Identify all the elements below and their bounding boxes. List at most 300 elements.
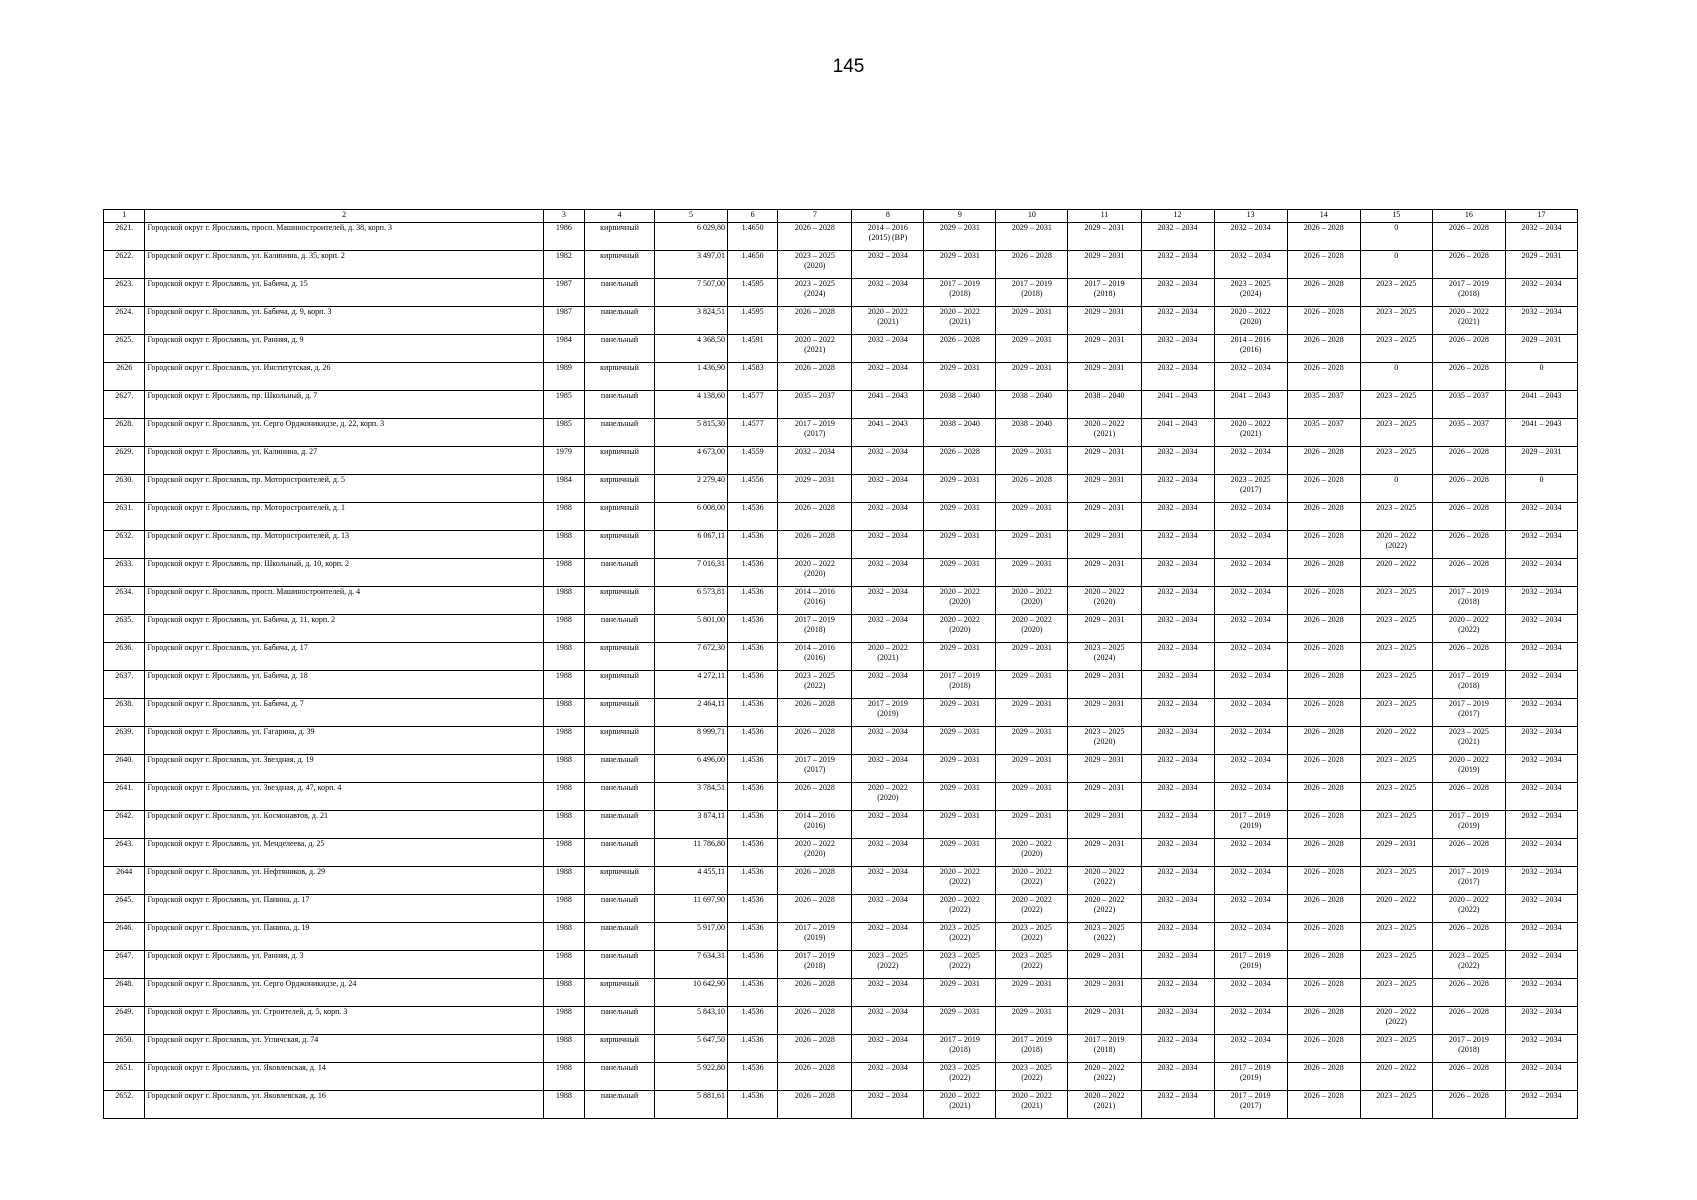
work-period-cell: 2023 – 2025 (2022) — [852, 951, 924, 979]
address-cell: Городской округ г. Ярославль, ул. Бабича, д. 17 — [145, 643, 543, 671]
area-cell: 3 784,51 — [654, 783, 727, 811]
work-period-cell: 2023 – 2025 — [1360, 615, 1432, 643]
work-period-cell: 2038 – 2040 — [924, 419, 996, 447]
table-row — [104, 839, 1578, 867]
work-period-cell: 2032 – 2034 — [852, 531, 924, 559]
work-period-cell: 2020 – 2022 — [1360, 895, 1432, 923]
work-period-cell: 2032 – 2034 — [852, 923, 924, 951]
work-period-cell: 2029 – 2031 — [996, 363, 1068, 391]
work-period-cell: 2032 – 2034 — [852, 447, 924, 475]
work-period-cell: 2026 – 2028 — [1432, 1007, 1505, 1035]
work-period-cell: 2026 – 2028 — [1287, 671, 1360, 699]
year-built-cell: 1989 — [543, 363, 584, 391]
coefficient-cell: 1.4536 — [728, 839, 778, 867]
table-body — [104, 223, 1578, 1119]
area-cell: 7 016,31 — [654, 559, 727, 587]
work-period-cell: 2032 – 2034 — [1141, 1091, 1214, 1119]
work-period-cell: 2032 – 2034 — [852, 811, 924, 839]
work-period-cell: 2032 – 2034 — [1505, 727, 1577, 755]
work-period-cell: 2041 – 2043 — [1141, 391, 1214, 419]
wall-material-cell: кирпичный — [585, 475, 655, 503]
work-period-cell: 2032 – 2034 — [1141, 475, 1214, 503]
work-period-cell: 2032 – 2034 — [1505, 895, 1577, 923]
work-period-cell: 2014 – 2016 (2015) (ВР) — [852, 223, 924, 251]
area-cell: 2 279,40 — [654, 475, 727, 503]
address-cell: Городской округ г. Ярославль, ул. Звездная, д. 47, корп. 4 — [145, 783, 543, 811]
work-period-cell: 2029 – 2031 — [1068, 755, 1141, 783]
year-built-cell: 1988 — [543, 951, 584, 979]
area-cell: 5 922,80 — [654, 1063, 727, 1091]
work-period-cell: 2017 – 2019 (2019) — [778, 923, 852, 951]
year-built-cell: 1988 — [543, 923, 584, 951]
coefficient-cell: 1.4577 — [728, 419, 778, 447]
work-period-cell: 2023 – 2025 (2024) — [1068, 643, 1141, 671]
work-period-cell: 2026 – 2028 — [1432, 979, 1505, 1007]
work-period-cell: 2029 – 2031 — [1068, 223, 1141, 251]
column-number-header: 13 — [1214, 210, 1287, 223]
area-cell: 1 436,90 — [654, 363, 727, 391]
work-period-cell: 2032 – 2034 — [1505, 307, 1577, 335]
work-period-cell: 2032 – 2034 — [1505, 615, 1577, 643]
coefficient-cell: 1.4536 — [728, 979, 778, 1007]
work-period-cell: 2020 – 2022 (2022) — [924, 867, 996, 895]
work-period-cell: 2020 – 2022 (2021) — [1068, 1091, 1141, 1119]
row-number-cell: 2622. — [104, 251, 145, 279]
work-period-cell: 2026 – 2028 — [778, 727, 852, 755]
table-row — [104, 643, 1578, 671]
work-period-cell: 2032 – 2034 — [1505, 587, 1577, 615]
table-row — [104, 335, 1578, 363]
work-period-cell: 2032 – 2034 — [1214, 979, 1287, 1007]
work-period-cell: 2026 – 2028 — [1287, 951, 1360, 979]
work-period-cell: 2032 – 2034 — [1505, 755, 1577, 783]
area-cell: 6 573,81 — [654, 587, 727, 615]
column-number-header: 12 — [1141, 210, 1214, 223]
coefficient-cell: 1.4595 — [728, 307, 778, 335]
work-period-cell: 2020 – 2022 (2022) — [924, 895, 996, 923]
work-period-cell: 2026 – 2028 — [1287, 755, 1360, 783]
work-period-cell: 2020 – 2022 (2020) — [996, 615, 1068, 643]
work-period-cell: 2029 – 2031 — [996, 783, 1068, 811]
address-cell: Городской округ г. Ярославль, ул. Яковлевская, д. 14 — [145, 1063, 543, 1091]
table-row — [104, 755, 1578, 783]
table-row — [104, 923, 1578, 951]
work-period-cell: 2032 – 2034 — [1505, 1007, 1577, 1035]
work-period-cell: 2029 – 2031 — [1505, 335, 1577, 363]
work-period-cell: 2032 – 2034 — [1214, 895, 1287, 923]
row-number-cell: 2630. — [104, 475, 145, 503]
area-cell: 4 272,11 — [654, 671, 727, 699]
table-row — [104, 587, 1578, 615]
area-cell: 8 999,71 — [654, 727, 727, 755]
row-number-cell: 2645. — [104, 895, 145, 923]
area-cell: 7 507,00 — [654, 279, 727, 307]
area-cell: 5 815,30 — [654, 419, 727, 447]
row-number-cell: 2648. — [104, 979, 145, 1007]
work-period-cell: 2020 – 2022 (2019) — [1432, 755, 1505, 783]
work-period-cell: 2032 – 2034 — [1214, 923, 1287, 951]
area-cell: 6 029,80 — [654, 223, 727, 251]
work-period-cell: 2020 – 2022 (2021) — [1214, 419, 1287, 447]
area-cell: 5 843,10 — [654, 1007, 727, 1035]
row-number-cell: 2632. — [104, 531, 145, 559]
row-number-cell: 2628. — [104, 419, 145, 447]
work-period-cell: 2029 – 2031 — [996, 811, 1068, 839]
work-period-cell: 2029 – 2031 — [996, 727, 1068, 755]
table-row — [104, 1063, 1578, 1091]
work-period-cell: 2026 – 2028 — [1432, 531, 1505, 559]
area-cell: 4 138,60 — [654, 391, 727, 419]
work-period-cell: 2023 – 2025 — [1360, 1091, 1432, 1119]
row-number-cell: 2640. — [104, 755, 145, 783]
coefficient-cell: 1.4583 — [728, 363, 778, 391]
work-period-cell: 2029 – 2031 — [1505, 447, 1577, 475]
work-period-cell: 2026 – 2028 — [778, 1007, 852, 1035]
work-period-cell: 2017 – 2019 (2018) — [778, 615, 852, 643]
table-row — [104, 1091, 1578, 1119]
work-period-cell: 2023 – 2025 (2022) — [778, 671, 852, 699]
coefficient-cell: 1.4536 — [728, 531, 778, 559]
work-period-cell: 2026 – 2028 — [1287, 335, 1360, 363]
work-period-cell: 2014 – 2016 (2016) — [778, 587, 852, 615]
work-period-cell: 2026 – 2028 — [1287, 699, 1360, 727]
work-period-cell: 2029 – 2031 — [924, 755, 996, 783]
year-built-cell: 1988 — [543, 615, 584, 643]
row-number-cell: 2636. — [104, 643, 145, 671]
page-number: 145 — [832, 56, 865, 77]
work-period-cell: 2020 – 2022 (2020) — [924, 587, 996, 615]
work-period-cell: 2041 – 2043 — [1141, 419, 1214, 447]
work-period-cell: 2026 – 2028 — [778, 363, 852, 391]
wall-material-cell: кирпичный — [585, 1035, 655, 1063]
work-period-cell: 2020 – 2022 — [1360, 559, 1432, 587]
table-row — [104, 867, 1578, 895]
year-built-cell: 1987 — [543, 307, 584, 335]
work-period-cell: 2023 – 2025 (2017) — [1214, 475, 1287, 503]
wall-material-cell: панельный — [585, 839, 655, 867]
year-built-cell: 1988 — [543, 1007, 584, 1035]
work-period-cell: 2029 – 2031 — [996, 979, 1068, 1007]
wall-material-cell: панельный — [585, 1063, 655, 1091]
coefficient-cell: 1.4577 — [728, 391, 778, 419]
work-period-cell: 2032 – 2034 — [1214, 671, 1287, 699]
work-period-cell: 2026 – 2028 — [1432, 335, 1505, 363]
work-period-cell: 2032 – 2034 — [852, 755, 924, 783]
work-period-cell: 2026 – 2028 — [1287, 279, 1360, 307]
area-cell: 5 917,00 — [654, 923, 727, 951]
work-period-cell: 2026 – 2028 — [1287, 727, 1360, 755]
work-period-cell: 2032 – 2034 — [1214, 867, 1287, 895]
wall-material-cell: панельный — [585, 1091, 655, 1119]
work-period-cell: 2023 – 2025 — [1360, 503, 1432, 531]
work-period-cell: 2023 – 2025 (2022) — [924, 923, 996, 951]
work-period-cell: 2026 – 2028 — [1287, 363, 1360, 391]
address-cell: Городской округ г. Ярославль, ул. Бабича, д. 9, корп. 3 — [145, 307, 543, 335]
address-cell: Городской округ г. Ярославль, ул. Серго Орджоникидзе, д. 22, корп. 3 — [145, 419, 543, 447]
work-period-cell: 2032 – 2034 — [1505, 699, 1577, 727]
work-period-cell: 2029 – 2031 — [924, 475, 996, 503]
table-row — [104, 531, 1578, 559]
row-number-cell: 2651. — [104, 1063, 145, 1091]
work-period-cell: 2032 – 2034 — [1214, 643, 1287, 671]
work-period-cell: 2032 – 2034 — [1505, 979, 1577, 1007]
work-period-cell: 2023 – 2025 — [1360, 951, 1432, 979]
row-number-cell: 2631. — [104, 503, 145, 531]
table-row — [104, 1007, 1578, 1035]
work-period-cell: 2029 – 2031 — [1068, 475, 1141, 503]
work-period-cell: 2032 – 2034 — [1141, 951, 1214, 979]
work-period-cell: 2032 – 2034 — [1505, 1063, 1577, 1091]
work-period-cell: 2020 – 2022 (2022) — [1068, 1063, 1141, 1091]
area-cell: 5 801,00 — [654, 615, 727, 643]
table-row — [104, 223, 1578, 251]
table-row — [104, 979, 1578, 1007]
work-period-cell: 2026 – 2028 — [778, 867, 852, 895]
work-period-cell: 2032 – 2034 — [1141, 727, 1214, 755]
work-period-cell: 2032 – 2034 — [1214, 755, 1287, 783]
work-period-cell: 2020 – 2022 (2020) — [852, 783, 924, 811]
work-period-cell: 2020 – 2022 (2020) — [778, 559, 852, 587]
work-period-cell: 2026 – 2028 — [1432, 923, 1505, 951]
wall-material-cell: панельный — [585, 419, 655, 447]
column-number-header: 3 — [543, 210, 584, 223]
work-period-cell: 2026 – 2028 — [778, 895, 852, 923]
work-period-cell: 2020 – 2022 — [1360, 727, 1432, 755]
work-period-cell: 2026 – 2028 — [1287, 1063, 1360, 1091]
work-period-cell: 2023 – 2025 — [1360, 699, 1432, 727]
coefficient-cell: 1.4536 — [728, 1091, 778, 1119]
wall-material-cell: панельный — [585, 951, 655, 979]
work-period-cell: 2038 – 2040 — [1068, 391, 1141, 419]
work-period-cell: 2029 – 2031 — [1068, 811, 1141, 839]
work-period-cell: 2029 – 2031 — [996, 531, 1068, 559]
work-period-cell: 2032 – 2034 — [852, 475, 924, 503]
address-cell: Городской округ г. Ярославль, ул. Панина, д. 19 — [145, 923, 543, 951]
table-row — [104, 475, 1578, 503]
work-period-cell: 2020 – 2022 (2021) — [924, 307, 996, 335]
work-period-cell: 2023 – 2025 (2022) — [924, 951, 996, 979]
area-cell: 11 697,90 — [654, 895, 727, 923]
work-period-cell: 2032 – 2034 — [1141, 223, 1214, 251]
work-period-cell: 2017 – 2019 (2019) — [1432, 811, 1505, 839]
column-number-header: 14 — [1287, 210, 1360, 223]
work-period-cell: 2023 – 2025 (2022) — [996, 1063, 1068, 1091]
work-period-cell: 2032 – 2034 — [1505, 839, 1577, 867]
area-cell: 6 008,00 — [654, 503, 727, 531]
row-number-cell: 2637. — [104, 671, 145, 699]
work-period-cell: 2029 – 2031 — [996, 671, 1068, 699]
work-period-cell: 2029 – 2031 — [1068, 615, 1141, 643]
wall-material-cell: кирпичный — [585, 979, 655, 1007]
wall-material-cell: кирпичный — [585, 363, 655, 391]
wall-material-cell: кирпичный — [585, 587, 655, 615]
work-period-cell: 2029 – 2031 — [1068, 839, 1141, 867]
work-period-cell: 2032 – 2034 — [852, 839, 924, 867]
address-cell: Городской округ г. Ярославль, ул. Бабича, д. 7 — [145, 699, 543, 727]
work-period-cell: 2029 – 2031 — [924, 811, 996, 839]
work-period-cell: 2032 – 2034 — [1214, 615, 1287, 643]
year-built-cell: 1979 — [543, 447, 584, 475]
work-period-cell: 2029 – 2031 — [996, 503, 1068, 531]
work-period-cell: 2017 – 2019 (2019) — [852, 699, 924, 727]
work-period-cell: 2026 – 2028 — [1287, 811, 1360, 839]
work-period-cell: 2026 – 2028 — [1287, 615, 1360, 643]
area-cell: 4 673,00 — [654, 447, 727, 475]
work-period-cell: 2029 – 2031 — [1068, 979, 1141, 1007]
work-period-cell: 0 — [1505, 363, 1577, 391]
work-period-cell: 2029 – 2031 — [924, 531, 996, 559]
work-period-cell: 2032 – 2034 — [1214, 783, 1287, 811]
work-period-cell: 2014 – 2016 (2016) — [1214, 335, 1287, 363]
work-period-cell: 2032 – 2034 — [852, 979, 924, 1007]
coefficient-cell: 1.4536 — [728, 615, 778, 643]
area-cell: 4 368,50 — [654, 335, 727, 363]
area-cell: 6 067,11 — [654, 531, 727, 559]
work-period-cell: 2020 – 2022 (2022) — [1068, 867, 1141, 895]
work-period-cell: 2023 – 2025 — [1360, 419, 1432, 447]
work-period-cell: 2026 – 2028 — [1432, 839, 1505, 867]
work-period-cell: 2020 – 2022 (2021) — [852, 643, 924, 671]
work-period-cell: 2032 – 2034 — [1141, 251, 1214, 279]
work-period-cell: 2038 – 2040 — [996, 391, 1068, 419]
work-period-cell: 2032 – 2034 — [1505, 1091, 1577, 1119]
work-period-cell: 2041 – 2043 — [1505, 391, 1577, 419]
address-cell: Городской округ г. Ярославль, ул. Звездная, д. 19 — [145, 755, 543, 783]
address-cell: Городской округ г. Ярославль, ул. Ранняя, д. 9 — [145, 335, 543, 363]
work-period-cell: 2023 – 2025 (2022) — [1432, 951, 1505, 979]
address-cell: Городской округ г. Ярославль, ул. Серго Орджоникидзе, д. 24 — [145, 979, 543, 1007]
work-period-cell: 2032 – 2034 — [1214, 839, 1287, 867]
row-number-cell: 2652. — [104, 1091, 145, 1119]
work-period-cell: 2029 – 2031 — [1068, 307, 1141, 335]
work-period-cell: 2023 – 2025 — [1360, 783, 1432, 811]
row-number-cell: 2644 — [104, 867, 145, 895]
work-period-cell: 2032 – 2034 — [852, 895, 924, 923]
coefficient-cell: 1.4536 — [728, 671, 778, 699]
work-period-cell: 2026 – 2028 — [1287, 1091, 1360, 1119]
work-period-cell: 2020 – 2022 (2020) — [778, 839, 852, 867]
row-number-cell: 2647. — [104, 951, 145, 979]
address-cell: Городской округ г. Ярославль, просп. Машиностроителей, д. 38, корп. 3 — [145, 223, 543, 251]
wall-material-cell: панельный — [585, 811, 655, 839]
row-number-cell: 2627. — [104, 391, 145, 419]
work-period-cell: 2026 – 2028 — [1432, 223, 1505, 251]
year-built-cell: 1985 — [543, 391, 584, 419]
area-cell: 5 881,61 — [654, 1091, 727, 1119]
address-cell: Городской округ г. Ярославль, ул. Бабича, д. 18 — [145, 671, 543, 699]
address-cell: Городской округ г. Ярославль, ул. Менделеева, д. 25 — [145, 839, 543, 867]
wall-material-cell: панельный — [585, 895, 655, 923]
address-cell: Городской округ г. Ярославль, пр. Моторостроителей, д. 1 — [145, 503, 543, 531]
row-number-cell: 2646. — [104, 923, 145, 951]
work-period-cell: 2032 – 2034 — [852, 335, 924, 363]
work-period-cell: 2026 – 2028 — [778, 223, 852, 251]
work-period-cell: 2029 – 2031 — [1068, 363, 1141, 391]
address-cell: Городской округ г. Ярославль, ул. Гагарина, д. 39 — [145, 727, 543, 755]
work-period-cell: 2017 – 2019 (2018) — [1432, 587, 1505, 615]
row-number-cell: 2633. — [104, 559, 145, 587]
row-number-cell: 2635. — [104, 615, 145, 643]
work-period-cell: 2029 – 2031 — [924, 839, 996, 867]
work-period-cell: 2032 – 2034 — [1141, 503, 1214, 531]
work-period-cell: 2020 – 2022 (2022) — [1360, 531, 1432, 559]
table-row — [104, 615, 1578, 643]
work-period-cell: 2026 – 2028 — [1287, 559, 1360, 587]
work-period-cell: 2032 – 2034 — [1214, 223, 1287, 251]
work-period-cell: 2017 – 2019 (2018) — [1068, 279, 1141, 307]
work-period-cell: 2032 – 2034 — [1141, 531, 1214, 559]
year-built-cell: 1988 — [543, 1063, 584, 1091]
work-period-cell: 2020 – 2022 (2022) — [1360, 1007, 1432, 1035]
table-row — [104, 895, 1578, 923]
work-period-cell: 2020 – 2022 (2021) — [852, 307, 924, 335]
work-period-cell: 2023 – 2025 (2022) — [996, 923, 1068, 951]
address-cell: Городской округ г. Ярославль, ул. Ранняя, д. 3 — [145, 951, 543, 979]
work-period-cell: 2026 – 2028 — [924, 447, 996, 475]
work-period-cell: 2026 – 2028 — [778, 307, 852, 335]
table-row — [104, 951, 1578, 979]
work-period-cell: 2032 – 2034 — [1141, 279, 1214, 307]
work-period-cell: 2032 – 2034 — [1214, 727, 1287, 755]
work-period-cell: 2032 – 2034 — [852, 1035, 924, 1063]
address-cell: Городской округ г. Ярославль, ул. Бабича, д. 11, корп. 2 — [145, 615, 543, 643]
row-number-cell: 2638. — [104, 699, 145, 727]
wall-material-cell: кирпичный — [585, 671, 655, 699]
work-period-cell: 2026 – 2028 — [1432, 1091, 1505, 1119]
address-cell: Городской округ г. Ярославль, пр. Школьный, д. 10, корп. 2 — [145, 559, 543, 587]
work-period-cell: 2032 – 2034 — [1141, 979, 1214, 1007]
work-period-cell: 2032 – 2034 — [1141, 923, 1214, 951]
work-period-cell: 2041 – 2043 — [1214, 391, 1287, 419]
work-period-cell: 2032 – 2034 — [1505, 867, 1577, 895]
wall-material-cell: кирпичный — [585, 251, 655, 279]
year-built-cell: 1988 — [543, 503, 584, 531]
work-period-cell: 2032 – 2034 — [1214, 1035, 1287, 1063]
work-period-cell: 2026 – 2028 — [1287, 923, 1360, 951]
column-number-header: 2 — [145, 210, 543, 223]
work-period-cell: 2017 – 2019 (2018) — [924, 279, 996, 307]
work-period-cell: 2032 – 2034 — [852, 727, 924, 755]
address-cell: Городской округ г. Ярославль, ул. Бабича, д. 15 — [145, 279, 543, 307]
work-period-cell: 2032 – 2034 — [1141, 755, 1214, 783]
area-cell: 7 634,31 — [654, 951, 727, 979]
year-built-cell: 1988 — [543, 1035, 584, 1063]
work-period-cell: 2017 – 2019 (2019) — [1214, 811, 1287, 839]
work-period-cell: 2020 – 2022 (2022) — [996, 895, 1068, 923]
work-period-cell: 2026 – 2028 — [778, 783, 852, 811]
work-period-cell: 2029 – 2031 — [996, 223, 1068, 251]
column-number-header: 5 — [654, 210, 727, 223]
work-period-cell: 2017 – 2019 (2017) — [1432, 867, 1505, 895]
work-period-cell: 2017 – 2019 (2019) — [1214, 951, 1287, 979]
table-row — [104, 363, 1578, 391]
coefficient-cell: 1.4556 — [728, 475, 778, 503]
row-number-cell: 2649. — [104, 1007, 145, 1035]
year-built-cell: 1988 — [543, 531, 584, 559]
area-cell: 2 464,11 — [654, 699, 727, 727]
work-period-cell: 2017 – 2019 (2018) — [924, 1035, 996, 1063]
address-cell: Городской округ г. Ярославль, пр. Школьный, д. 7 — [145, 391, 543, 419]
address-cell: Городской округ г. Ярославль, пр. Моторостроителей, д. 13 — [145, 531, 543, 559]
work-period-cell: 2029 – 2031 — [924, 643, 996, 671]
work-period-cell: 2026 – 2028 — [1287, 251, 1360, 279]
year-built-cell: 1988 — [543, 559, 584, 587]
column-number-header: 1 — [104, 210, 145, 223]
work-period-cell: 2023 – 2025 (2020) — [778, 251, 852, 279]
column-number-header: 15 — [1360, 210, 1432, 223]
work-period-cell: 2032 – 2034 — [1505, 811, 1577, 839]
work-period-cell: 2041 – 2043 — [852, 391, 924, 419]
